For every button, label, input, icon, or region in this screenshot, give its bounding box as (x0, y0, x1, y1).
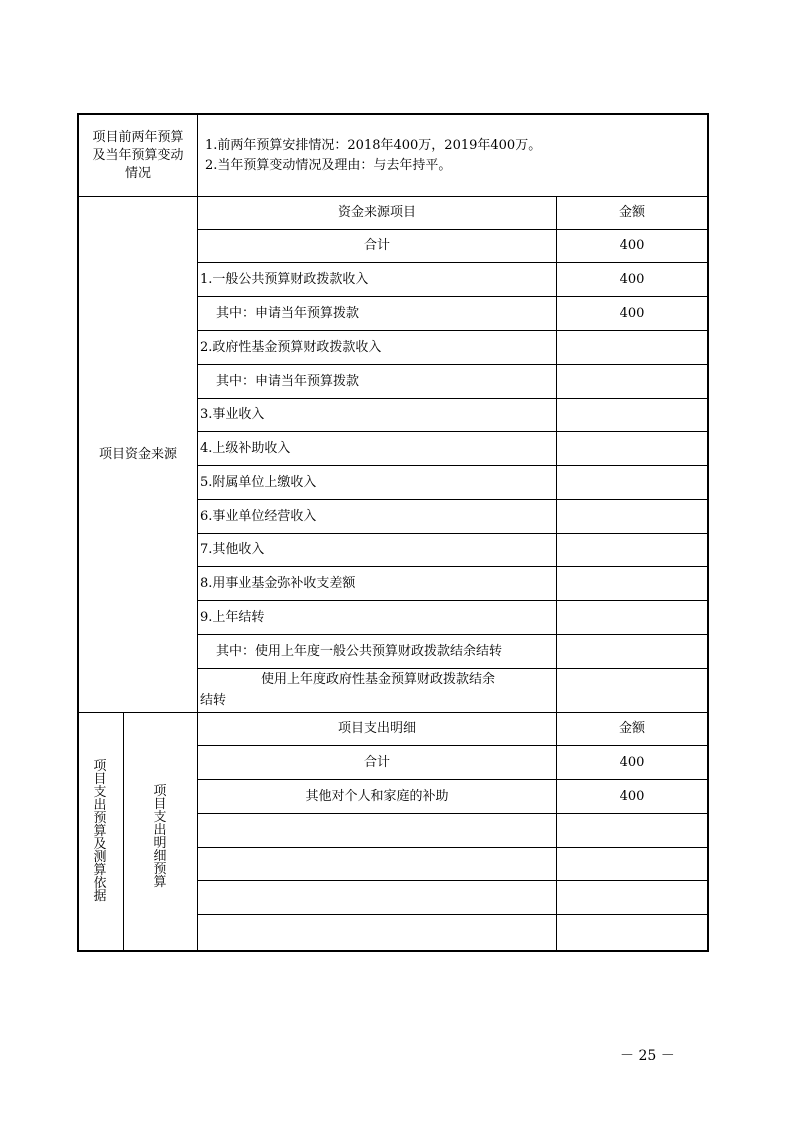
funding-row-item: 3.事业收入 (200, 407, 265, 422)
row-divider (197, 499, 709, 500)
funding-row-item: 其中：申请当年预算拨款 (216, 306, 360, 321)
funding-header-amount: 金额 (618, 205, 645, 220)
expenditure-row-amount: 400 (619, 755, 645, 770)
table-border-bottom (77, 950, 709, 952)
row-divider (197, 847, 709, 848)
row-divider (197, 330, 709, 331)
row-divider (197, 813, 709, 814)
row-divider (197, 566, 709, 567)
funding-row-item: 1.一般公共预算财政拨款收入 (200, 272, 369, 287)
row-divider (197, 600, 709, 601)
funding-row-item: 5.附属单位上缴收入 (200, 475, 317, 490)
funding-row-item: 4.上级补助收入 (200, 441, 291, 456)
table-border-top (77, 113, 709, 115)
row-divider (197, 364, 709, 365)
funding-header-item: 资金来源项目 (337, 205, 416, 220)
expenditure-row-amount: 400 (619, 789, 645, 804)
row-divider (197, 465, 709, 466)
funding-row-item: 合计 (363, 238, 390, 253)
section-divider (77, 712, 709, 713)
budget-history-line-2: 2.当年预算变动情况及理由：与去年持平。 (205, 158, 452, 173)
funding-last-row-line-2: 结转 (200, 693, 227, 708)
row-divider (197, 398, 709, 399)
funding-row-item: 7.其他收入 (200, 542, 265, 557)
row-divider (197, 779, 709, 780)
funding-row-amount: 400 (619, 272, 645, 287)
budget-history-line-1: 1.前两年预算安排情况：2018年400万，2019年400万。 (205, 138, 542, 153)
funding-row-item: 其中：申请当年预算拨款 (216, 374, 360, 389)
row-divider (197, 880, 709, 881)
row-divider (197, 914, 709, 915)
budget-table (77, 113, 709, 952)
section-divider (77, 196, 709, 197)
expenditure-row-item: 其他对个人和家庭的补助 (305, 789, 449, 804)
row-divider (197, 296, 709, 297)
row-divider (197, 634, 709, 635)
row-divider (197, 431, 709, 432)
column-divider (123, 712, 124, 952)
page-number: － 25 － (620, 1048, 675, 1064)
funding-row-item: 2.政府性基金预算财政拨款收入 (200, 340, 382, 355)
funding-row-item: 8.用事业基金弥补收支差额 (200, 576, 356, 591)
funding-source-label: 项目资金来源 (98, 447, 177, 462)
row-divider (197, 262, 709, 263)
table-border-left (77, 113, 79, 952)
expenditure-outer-label: 项目支出预算及测算依据 (93, 759, 107, 904)
funding-row-item: 其中：使用上年度一般公共预算财政拨款结余结转 (216, 644, 503, 659)
row-divider (197, 229, 709, 230)
funding-row-amount: 400 (619, 238, 645, 253)
row-divider (197, 533, 709, 534)
budget-history-label: 项目前两年预算 及当年预算变动 情况 (92, 130, 184, 181)
expenditure-inner-label: 项目支出明细预算 (153, 784, 167, 890)
row-divider (197, 745, 709, 746)
expenditure-row-item: 合计 (363, 755, 390, 770)
funding-last-row-line-1: 使用上年度政府性基金预算财政拨款结余 (261, 672, 496, 687)
row-divider (197, 668, 709, 669)
funding-row-item: 9.上年结转 (200, 610, 265, 625)
funding-row-item: 6.事业单位经营收入 (200, 509, 317, 524)
funding-row-amount: 400 (619, 306, 645, 321)
expenditure-header-item: 项目支出明细 (337, 721, 416, 736)
expenditure-header-amount: 金额 (618, 721, 645, 736)
